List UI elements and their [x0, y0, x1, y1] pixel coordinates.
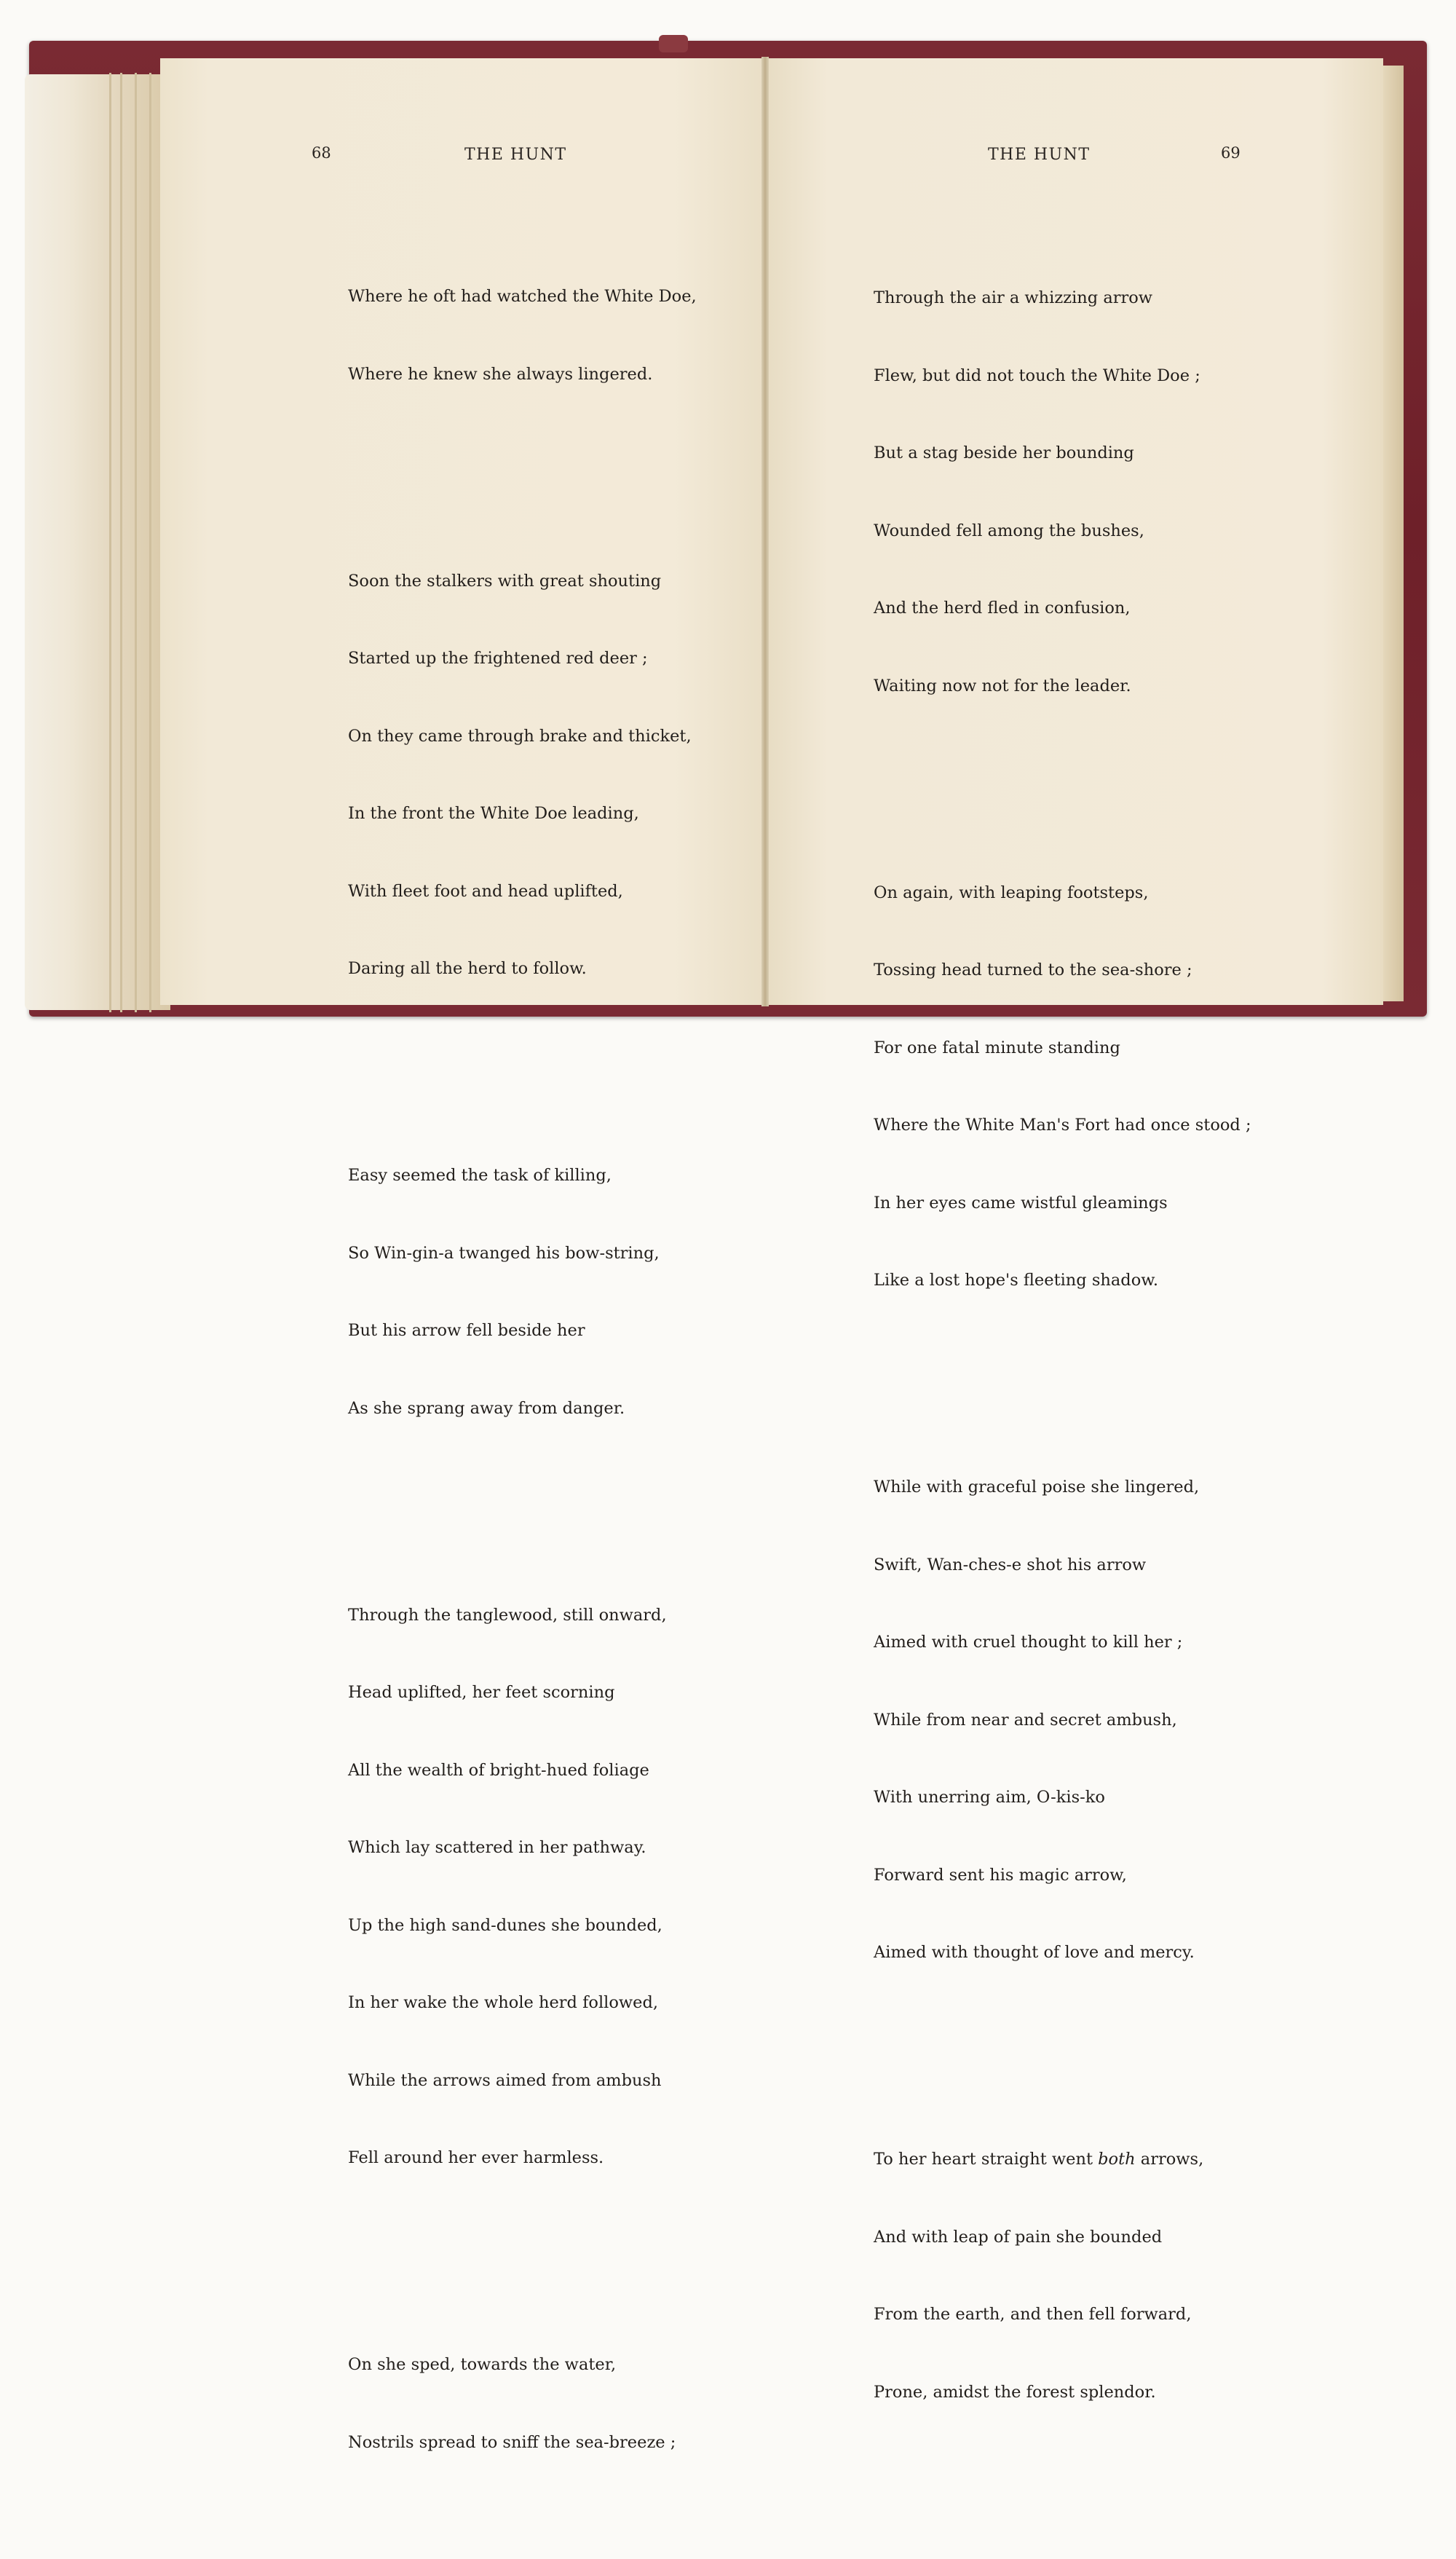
- verse-line: For one fatal minute standing: [874, 1038, 1120, 1057]
- verse-line: Wounded fell among the bushes,: [874, 521, 1144, 540]
- stanza: [874, 1423, 1251, 2018]
- stanza: [348, 232, 697, 439]
- verse-line: On they came through brake and thicket,: [348, 726, 692, 746]
- verse-line: While from near and secret ambush,: [874, 1710, 1177, 1730]
- right-page-number: 69: [1221, 144, 1241, 162]
- verse-line: On again, with leaping footsteps,: [874, 883, 1149, 902]
- stanza: [348, 1551, 697, 2223]
- verse-line: Where the White Man's Fort had once stood ;: [874, 1116, 1251, 1135]
- stanza: [874, 829, 1251, 1346]
- verse-line: Daring all the herd to follow.: [348, 959, 587, 978]
- verse-line: To her heart straight went both arrows,: [874, 2150, 1204, 2169]
- right-page-verse: [874, 182, 1251, 2509]
- verse-line: In her wake the whole herd followed,: [348, 1993, 659, 2012]
- verse-line: But his arrow fell beside her: [348, 1321, 585, 1340]
- left-running-head: THE HUNT: [464, 146, 567, 164]
- verse-line: On she sped, towards the water,: [348, 2355, 617, 2374]
- verse-line: All the wealth of bright-hued foliage: [348, 1760, 649, 1780]
- book-gutter: [761, 57, 769, 1006]
- stanza: [348, 2300, 697, 2507]
- verse-line: Prone, amidst the forest splendor.: [874, 2382, 1156, 2402]
- verse-line: Where he oft had watched the White Doe,: [348, 287, 697, 306]
- verse-line: With unerring aim, O-kis-ko: [874, 1788, 1105, 1807]
- right-page-block-edge: [1382, 66, 1404, 1001]
- verse-line: Aimed with cruel thought to kill her ;: [874, 1633, 1183, 1652]
- stanza: [348, 517, 697, 1034]
- verse-line: Fell around her ever harmless.: [348, 2148, 604, 2167]
- verse-line: Tossing head turned to the sea-shore ;: [874, 961, 1192, 979]
- verse-line: As she sprang away from danger.: [348, 1398, 625, 1418]
- left-page-verse: [348, 181, 697, 2559]
- verse-line: Where he knew she always lingered.: [348, 364, 653, 384]
- verse-line: Nostrils spread to sniff the sea-breeze ;: [348, 2432, 676, 2452]
- verse-line: Head uplifted, her feet scorning: [348, 1683, 615, 1702]
- verse-line: In the front the White Doe leading,: [348, 804, 639, 823]
- verse-line: Through the air a whizzing arrow: [874, 288, 1153, 307]
- page-edge-line: [135, 73, 137, 1012]
- left-page-block-edge: [25, 74, 170, 1010]
- page-edge-line: [109, 73, 111, 1012]
- page-edge-line: [120, 73, 122, 1012]
- left-page-number: 68: [312, 144, 331, 162]
- verse-line: Which lay scattered in her pathway.: [348, 1838, 646, 1857]
- verse-line: With fleet foot and head uplifted,: [348, 881, 623, 901]
- verse-line: Flew, but did not touch the White Doe ;: [874, 366, 1200, 385]
- verse-line: Forward sent his magic arrow,: [874, 1865, 1127, 1885]
- verse-line: Aimed with thought of love and mercy.: [874, 1943, 1195, 1962]
- stanza: [348, 1111, 697, 1473]
- verse-line: Through the tanglewood, still onward,: [348, 1605, 667, 1625]
- spine-binding-thread: [659, 35, 688, 52]
- verse-line: And with leap of pain she bounded: [874, 2227, 1163, 2247]
- page-edge-line: [149, 73, 151, 1012]
- verse-line: Soon the stalkers with great shouting: [348, 571, 662, 591]
- verse-line: While with graceful poise she lingered,: [874, 1478, 1200, 1497]
- verse-line: From the earth, and then fell forward,: [874, 2305, 1192, 2324]
- verse-line: In her eyes came wistful gleamings: [874, 1193, 1168, 1213]
- verse-line: Like a lost hope's fleeting shadow.: [874, 1271, 1158, 1290]
- verse-line: Up the high sand-dunes she bounded,: [348, 1915, 662, 1935]
- verse-line: Started up the frightened red deer ;: [348, 649, 648, 668]
- verse-line: But a stag beside her bounding: [874, 443, 1134, 462]
- stanza: [874, 234, 1251, 751]
- stanza: [874, 2095, 1251, 2457]
- verse-line: Waiting now not for the leader.: [874, 676, 1131, 695]
- right-running-head: THE HUNT: [988, 146, 1091, 164]
- verse-line: And the herd fled in confusion,: [874, 599, 1131, 618]
- verse-line: So Win-gin-a twanged his bow-string,: [348, 1243, 660, 1263]
- italic-word: both: [1098, 2150, 1136, 2169]
- verse-line: Swift, Wan-ches-e shot his arrow: [874, 1555, 1147, 1574]
- verse-line: Easy seemed the task of killing,: [348, 1166, 612, 1185]
- verse-line: While the arrows aimed from ambush: [348, 2070, 662, 2090]
